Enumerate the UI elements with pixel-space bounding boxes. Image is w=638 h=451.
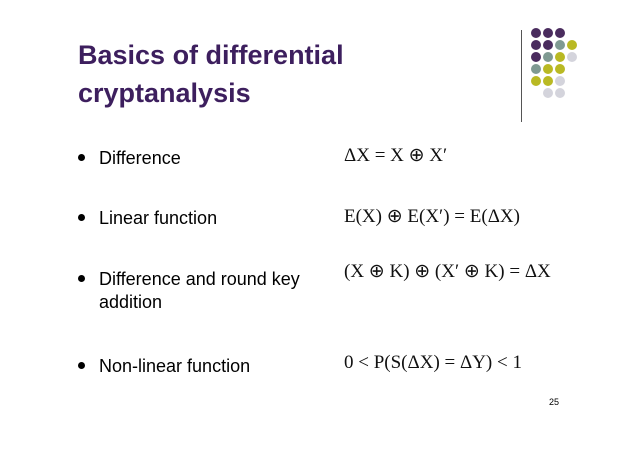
decorative-dot [531,28,541,38]
decorative-dot [567,52,577,62]
decorative-dot [543,64,553,74]
formula-difference: ΔX = X ⊕ X′ [344,145,448,166]
decorative-dot [543,76,553,86]
decorative-dot [555,28,565,38]
formula-linear-function: E(X) ⊕ E(X′) = E(ΔX) [344,206,520,227]
bullet-dot-icon [78,275,85,282]
decorative-dot [543,40,553,50]
decorative-dot [543,28,553,38]
formula-key-addition: (X ⊕ K) ⊕ (X′ ⊕ K) = ΔX [344,261,551,282]
decorative-dot [531,76,541,86]
decorative-dot [567,40,577,50]
decorative-dot [543,88,553,98]
decorative-dot [531,52,541,62]
divider-line [521,30,522,122]
formula-nonlinear-function: 0 < P(S(ΔX) = ΔY) < 1 [344,352,522,373]
bullet-label: Difference and round key addition [99,269,300,312]
bullet-dot-icon [78,154,85,161]
decorative-dot [555,64,565,74]
decorative-dot [555,40,565,50]
decorative-dot [531,64,541,74]
bullet-label: Non-linear function [99,356,251,376]
bullet-label: Linear function [99,208,218,228]
bullet-dot-icon [78,214,85,221]
decorative-dot [555,52,565,62]
decorative-dot [555,76,565,86]
decorative-dot [543,52,553,62]
bullet-dot-icon [78,362,85,369]
slide-title: Basics of differential cryptanalysis [78,40,344,108]
page-number: 25 [549,397,560,407]
bullet-label: Difference [99,148,181,168]
decorative-dot [555,88,565,98]
decorative-dot [531,40,541,50]
